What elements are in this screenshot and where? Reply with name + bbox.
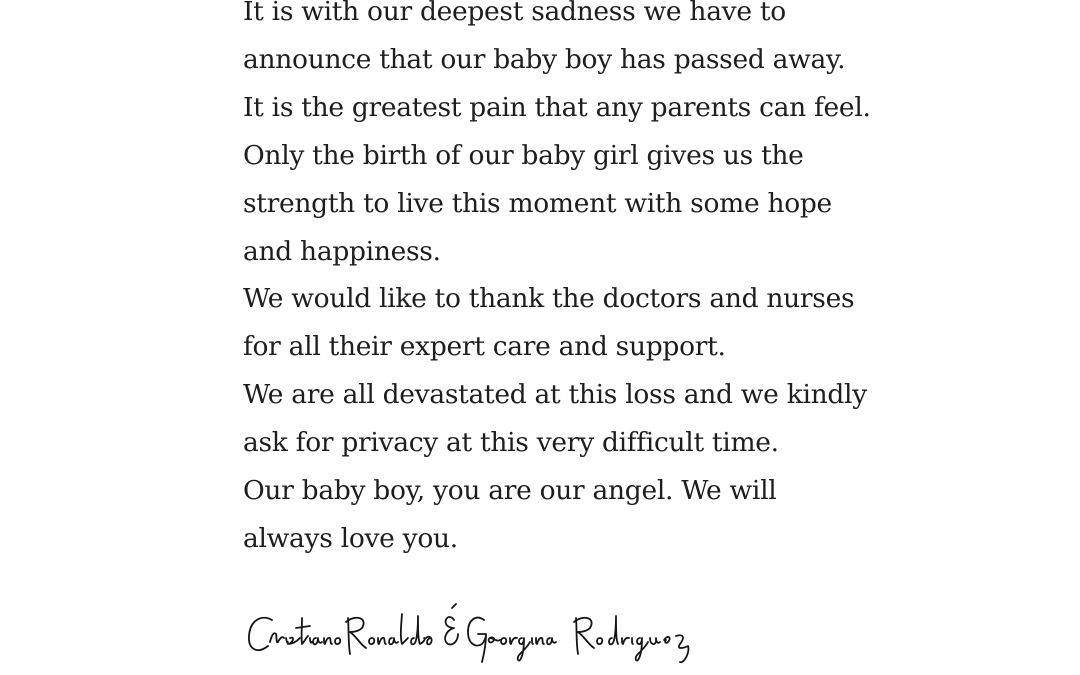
statement-line: It is with our deepest sadness we have to xyxy=(243,0,786,27)
statement-text xyxy=(243,0,943,563)
statement-line: and happiness. xyxy=(243,235,441,267)
handwritten-signature xyxy=(240,598,720,668)
statement-line: announce that our baby boy has passed away. xyxy=(243,43,846,75)
statement-line: for all their expert care and support. xyxy=(243,331,726,363)
statement-line: Only the birth of our baby girl gives us the xyxy=(243,139,804,171)
statement-line: Our baby boy, you are our angel. We will xyxy=(243,475,777,507)
statement-line: It is the greatest pain that any parents can feel. xyxy=(243,91,871,123)
statement-line: strength to live this moment with some hope xyxy=(243,187,832,219)
statement-line: We would like to thank the doctors and nurses xyxy=(243,283,855,315)
statement-line: We are all devastated at this loss and we kindly xyxy=(243,379,867,411)
statement-line: always love you. xyxy=(243,522,458,554)
signature-drawing xyxy=(240,598,720,668)
statement-line: ask for privacy at this very difficult time. xyxy=(243,427,779,459)
